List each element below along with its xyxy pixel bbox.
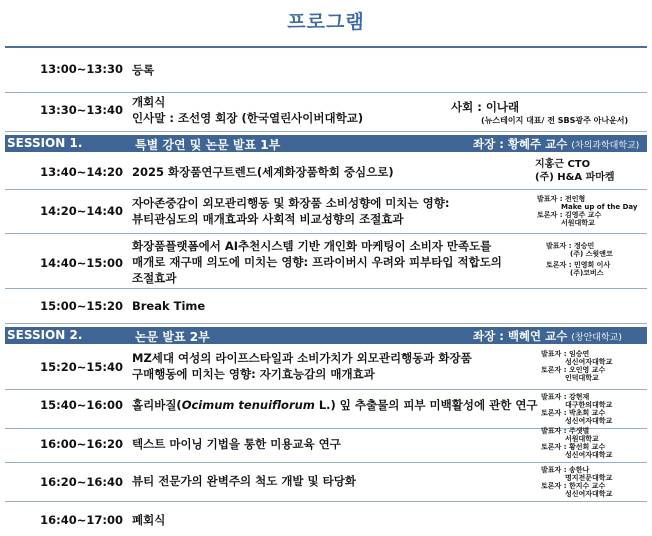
item-title: 등록 bbox=[132, 63, 155, 77]
speaker-affiliation: (주) H&A 파마켐 bbox=[535, 172, 615, 183]
presenter: 발표자 : 송한나 bbox=[541, 466, 590, 474]
title-part: L.) 잎 추출물의 피부 미백활성에 관한 연구 bbox=[314, 398, 538, 412]
discussant: 토론자 : 민영희 이사 bbox=[546, 261, 611, 269]
discussant-affiliation: 서원대학교 bbox=[561, 219, 595, 227]
discussant: 토론자 : 황선희 교수 bbox=[541, 443, 606, 451]
title-line: 자아존중감이 외모관리행동 및 화장품 소비성향에 미치는 영향: bbox=[132, 196, 450, 210]
discussant: 토론자 : 한지수 교수 bbox=[541, 482, 606, 490]
schedule-row bbox=[5, 190, 647, 234]
mc-affiliation: (뉴스테이지 대표/ 전 SBS광주 아나운서) bbox=[481, 116, 629, 125]
session-title: 특별 강연 및 논문 발표 1부 bbox=[135, 138, 281, 152]
presenter-affiliation: 명지전문대학교 bbox=[565, 474, 613, 482]
presenter-info bbox=[541, 350, 612, 382]
presenter-affiliation: (주) 스윗앤코 bbox=[570, 250, 613, 258]
mc-name: 사회 : 이나래 bbox=[451, 100, 520, 114]
discussant-affiliation: 성신여자대학교 bbox=[565, 490, 613, 498]
presenter-affiliation: 성신여자대학교 bbox=[565, 358, 613, 366]
title-line: 화장품플랫폼에서 AI추천시스템 기반 개인화 마케팅이 소비자 만족도를 bbox=[132, 239, 492, 253]
presenter-info bbox=[541, 427, 612, 459]
session-chair: 좌장 : 백혜연 교수 (창안대학교) bbox=[473, 329, 622, 343]
speaker-name: 지홍근 CTO bbox=[535, 159, 591, 170]
item-title bbox=[132, 397, 538, 413]
session-label: SESSION 2. bbox=[7, 328, 83, 342]
item-title bbox=[132, 195, 449, 227]
session-label: SESSION 1. bbox=[7, 136, 83, 150]
schedule-row bbox=[5, 429, 647, 463]
schedule-row bbox=[5, 390, 647, 429]
item-title: 텍스트 마이닝 기법을 통한 미용교육 연구 bbox=[132, 437, 341, 451]
title-line: MZ세대 여성의 라이프스타일과 소비가치가 외모관리행동과 화장품 bbox=[132, 351, 472, 365]
presenter: 발표자 : 정승민 bbox=[546, 242, 595, 250]
session-2-header bbox=[5, 327, 647, 344]
greeting: 인사말 : 조선영 회장 (한국열린사이버대학교) bbox=[132, 111, 364, 125]
item-title bbox=[132, 350, 472, 382]
discussant-affiliation: 성신여자대학교 bbox=[565, 451, 613, 459]
time-label: 16:00~16:20 bbox=[40, 437, 123, 451]
time-label: 13:30~13:40 bbox=[40, 103, 123, 117]
schedule-row bbox=[5, 234, 647, 289]
scientific-name: Ocimum tenuiflorum bbox=[181, 398, 315, 412]
page-title: 프로그램 bbox=[287, 11, 365, 33]
item-title bbox=[132, 94, 363, 126]
discussant: 토론자 : 김영주 교수 bbox=[537, 211, 602, 219]
discussant-affiliation: (주)코버스 bbox=[570, 269, 604, 277]
schedule-row bbox=[5, 153, 647, 190]
presenter-affiliation: Make up of the Day bbox=[561, 203, 638, 211]
presenter-info bbox=[546, 242, 613, 277]
item-title bbox=[132, 238, 502, 286]
time-label: 15:40~16:00 bbox=[40, 398, 123, 412]
title-line: 조절효과 bbox=[132, 271, 177, 285]
schedule-row bbox=[5, 48, 647, 93]
presenter-info bbox=[541, 393, 612, 425]
discussant-affiliation: 인덕대학교 bbox=[565, 374, 599, 382]
time-label: 15:20~15:40 bbox=[40, 360, 123, 374]
item-title: 뷰티 전문가의 완벽주의 척도 개발 및 타당화 bbox=[132, 474, 356, 488]
title-part: 홀리바질( bbox=[132, 398, 182, 412]
schedule-row bbox=[5, 345, 647, 390]
presenter-info bbox=[537, 195, 637, 227]
discussant: 토론자 : 오인영 교수 bbox=[541, 366, 606, 374]
discussant-affiliation: 성신여자대학교 bbox=[565, 417, 613, 425]
time-label: 14:20~14:40 bbox=[40, 204, 123, 218]
title-line: 매개로 재구매 의도에 미치는 영향: 프라이버시 우려와 피부타입 적합도의 bbox=[132, 255, 502, 269]
presenter: 발표자 : 전인형 bbox=[537, 195, 586, 203]
time-label: 15:00~15:20 bbox=[40, 299, 123, 313]
presenter-affiliation: 대구한의대학교 bbox=[565, 401, 613, 409]
session-title: 논문 발표 2부 bbox=[135, 330, 210, 344]
item-title: Break Time bbox=[132, 299, 206, 313]
schedule-row bbox=[5, 289, 647, 324]
item-title: 폐회식 bbox=[132, 513, 166, 527]
presenter: 발표자 : 임승연 bbox=[541, 350, 590, 358]
time-label: 13:40~14:20 bbox=[40, 165, 123, 179]
speaker-info bbox=[535, 158, 615, 184]
presenter: 발표자 : 주샛별 bbox=[541, 427, 590, 435]
schedule-row bbox=[5, 93, 647, 132]
time-label: 16:20~16:40 bbox=[40, 475, 123, 489]
session-1-header bbox=[5, 135, 647, 152]
time-label: 14:40~15:00 bbox=[40, 256, 123, 270]
opening-ceremony: 개회식 bbox=[132, 95, 166, 109]
schedule-row bbox=[5, 502, 647, 534]
time-label: 13:00~13:30 bbox=[40, 62, 123, 76]
discussant: 토론자 : 박초희 교수 bbox=[541, 409, 606, 417]
presenter-info bbox=[541, 466, 612, 498]
time-label: 16:40~17:00 bbox=[40, 513, 123, 527]
title-line: 구매행동에 미치는 영향: 자기효능감의 매개효과 bbox=[132, 367, 375, 381]
title-line: 뷰티관심도의 매개효과와 사회적 비교성향의 조절효과 bbox=[132, 212, 404, 226]
presenter: 발표자 : 강현재 bbox=[541, 393, 590, 401]
session-chair: 좌장 : 황혜주 교수 (차의과학대학교) bbox=[473, 137, 640, 151]
presenter-affiliation: 서원대학교 bbox=[565, 435, 599, 443]
schedule-row bbox=[5, 463, 647, 502]
item-title: 2025 화장품연구트렌드(세계화장품학회 중심으로) bbox=[132, 165, 394, 179]
